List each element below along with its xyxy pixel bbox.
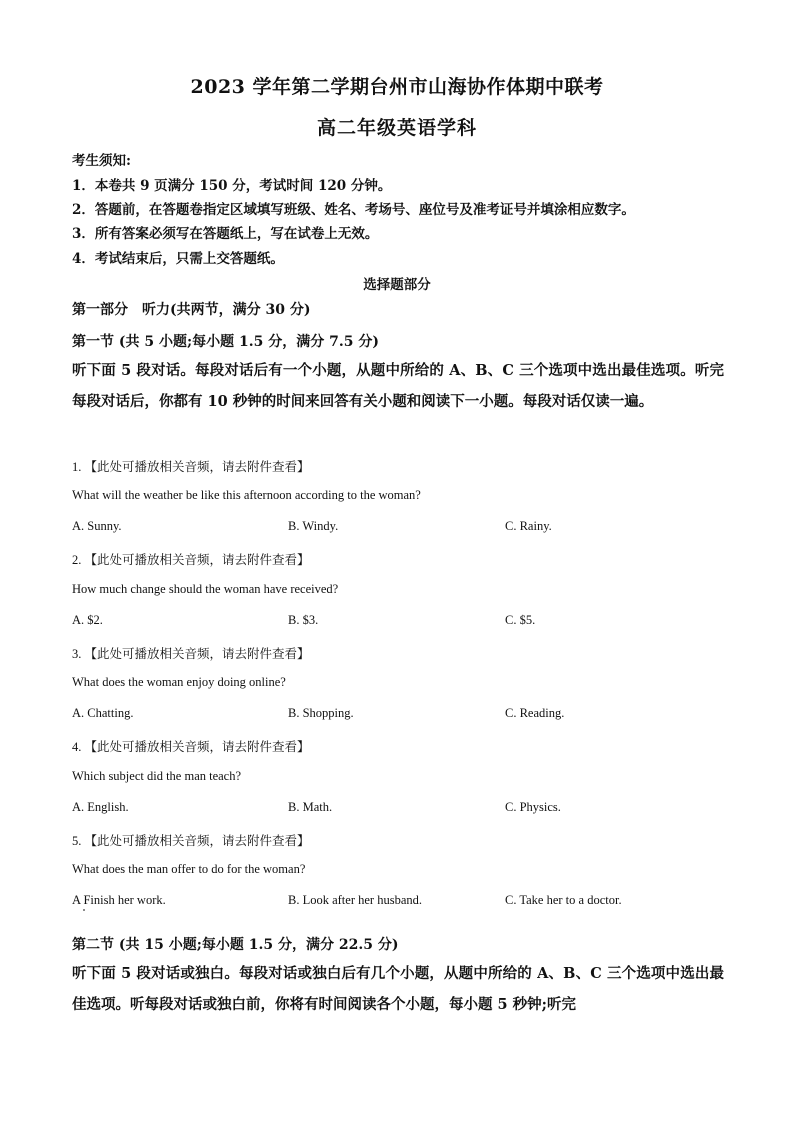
section2-instructions: 听下面 5 段对话或独白。每段对话或独白后有几个小题，从题中所给的 A、B、C 三个选项中选出最佳选项。听每段对话或独白前，你将有时间阅读各个小题，每小题 5 秒钟;听完	[72, 965, 724, 1013]
question-audio-label: 2. 【此处可播放相关音频，请去附件查看】	[72, 553, 310, 567]
option-c: C. Physics.	[505, 800, 561, 814]
option-a: A Finish her work.	[72, 893, 166, 907]
option-b: B. Shopping.	[288, 706, 354, 720]
option-c: C. Take her to a doctor.	[505, 893, 622, 907]
question-text: Which subject did the man teach?	[72, 769, 242, 783]
question-text: What does the man offer to do for the woman?	[72, 862, 306, 876]
option-a: A. English.	[72, 800, 129, 814]
option-b: B. Math.	[288, 800, 333, 814]
part1-title: 第一部分 听力(共两节，满分 30 分)	[72, 302, 311, 318]
option-b: B. $3.	[288, 613, 319, 627]
notice-item: 2．答题前，在答题卷指定区域填写班级、姓名、考场号、座位号及准考证号并填涂相应数字。	[72, 202, 635, 218]
question-audio-label: 5. 【此处可播放相关音频，请去附件查看】	[72, 834, 310, 848]
option-b: B. Windy.	[288, 519, 339, 533]
option-b: B. Look after her husband.	[288, 893, 422, 907]
option-a: A. Chatting.	[72, 706, 134, 720]
question-audio-label: 1. 【此处可播放相关音频，请去附件查看】	[72, 460, 310, 474]
section1-title: 第一节 (共 5 小题;每小题 1.5 分，满分 7.5 分)	[72, 334, 379, 350]
section1-instructions: 听下面 5 段对话。每段对话后有一个小题，从题中所给的 A、B、C 三个选项中选出最佳选项。听完每段对话后，你都有 10 秒钟的时间来回答有关小题和阅读下一小题。每段对话仅读一遍。	[72, 362, 724, 410]
question-audio-label: 3. 【此处可播放相关音频，请去附件查看】	[72, 647, 310, 661]
section2-title: 第二节 (共 15 小题;每小题 1.5 分，满分 22.5 分)	[72, 937, 399, 953]
question-text: What will the weather be like this afternoon according to the woman?	[72, 488, 421, 502]
option-c: C. Reading.	[505, 706, 565, 720]
question-text: How much change should the woman have received?	[72, 582, 339, 596]
option-a: A. Sunny.	[72, 519, 122, 533]
exam-title: 2023 学年第二学期台州市山海协作体期中联考	[190, 76, 604, 98]
option-c: C. $5.	[505, 613, 536, 627]
notice-item: 1．本卷共 9 页满分 150 分，考试时间 120 分钟。	[72, 178, 392, 194]
option-c: C. Rainy.	[505, 519, 552, 533]
option-a: A. $2.	[72, 613, 103, 627]
exam-subtitle: 高二年级英语学科	[316, 117, 477, 139]
stray-dot	[83, 909, 85, 911]
notice-item: 3．所有答案必须写在答题纸上，写在试卷上无效。	[72, 226, 379, 242]
question-audio-label: 4. 【此处可播放相关音频，请去附件查看】	[72, 740, 310, 754]
notice-item: 4．考试结束后，只需上交答题纸。	[72, 251, 284, 267]
notice-heading: 考生须知:	[72, 153, 131, 169]
question-text: What does the woman enjoy doing online?	[72, 675, 286, 689]
section-title: 选择题部分	[363, 277, 431, 293]
